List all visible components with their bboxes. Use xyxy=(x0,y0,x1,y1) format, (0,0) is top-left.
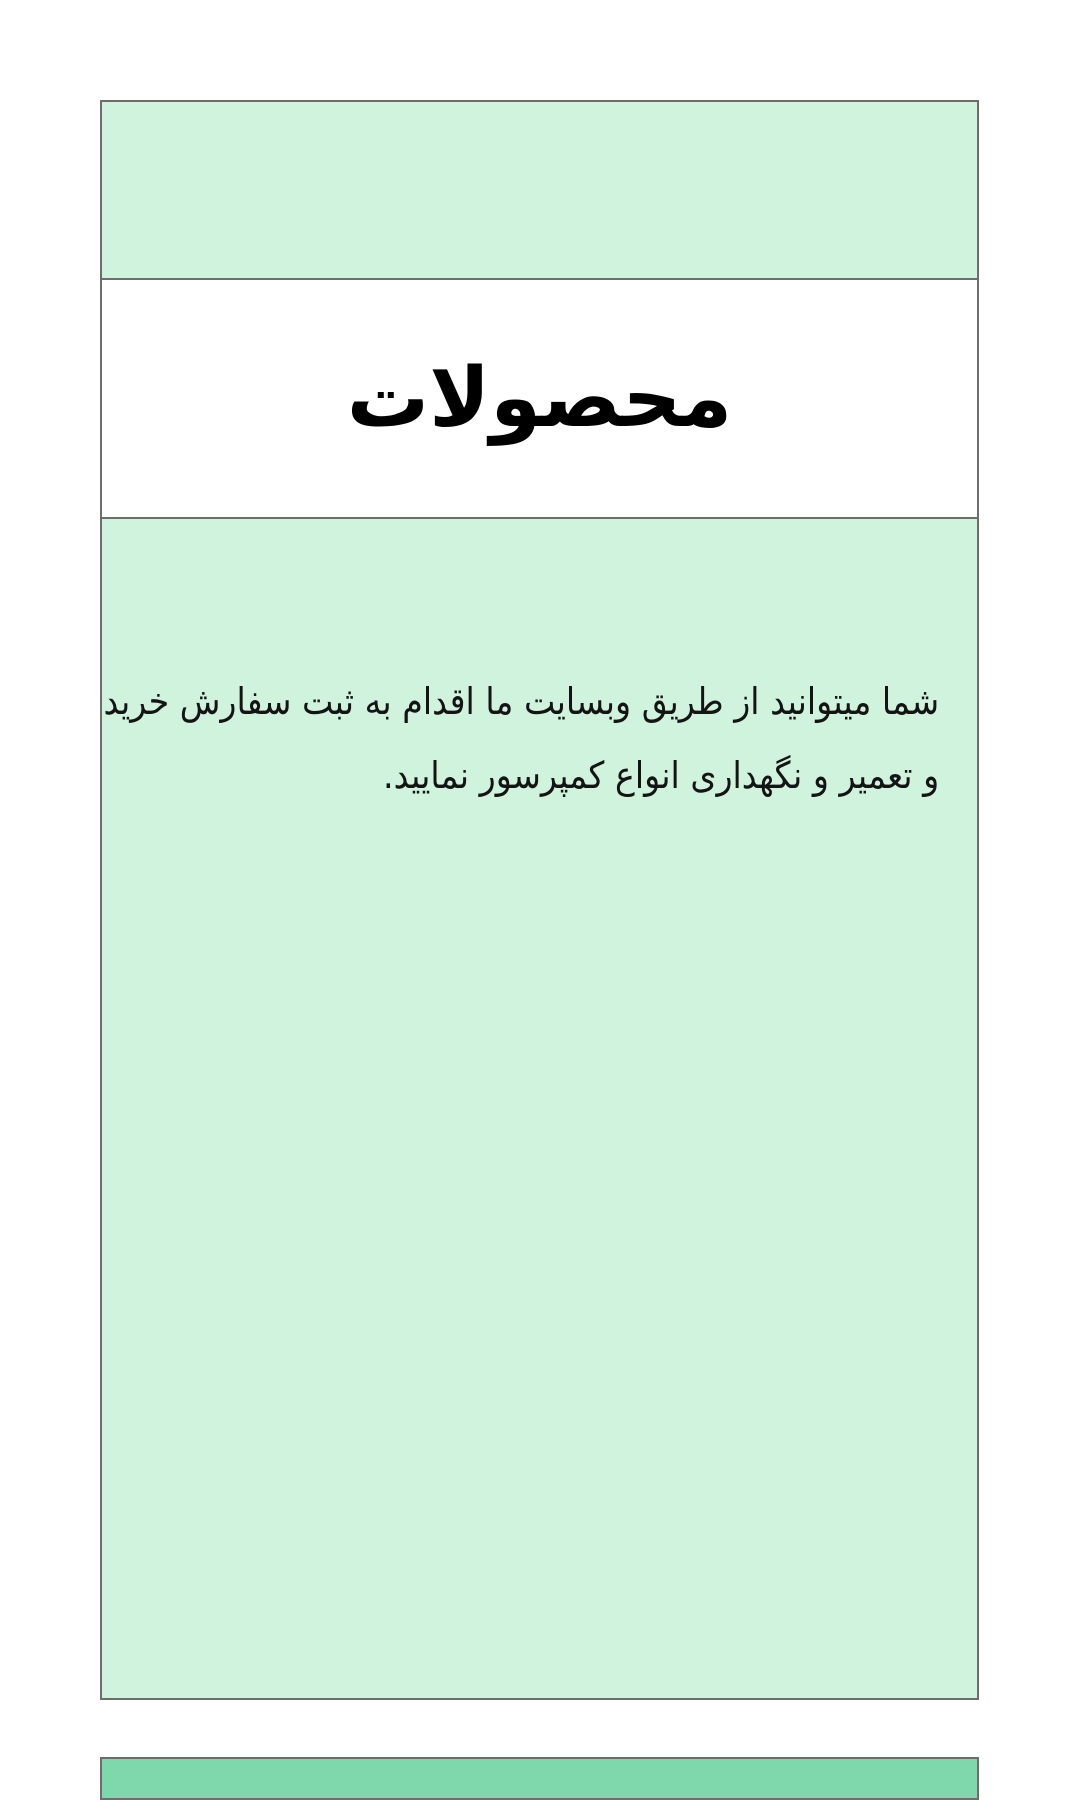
page-title: محصولات xyxy=(346,350,733,446)
next-section-peek xyxy=(100,1757,979,1800)
description-line-2: و تعمیر و نگهداری انواع کمپرسور نمایید. xyxy=(383,754,940,797)
top-spacer-band xyxy=(102,102,977,280)
description-line-1: شما میتوانید از طریق وبسایت ما اقدام به ثبت سفارش خرید xyxy=(103,680,940,723)
description-band xyxy=(102,519,977,1698)
products-panel xyxy=(100,100,979,1700)
title-band xyxy=(102,280,977,519)
description-paragraph xyxy=(103,519,978,813)
